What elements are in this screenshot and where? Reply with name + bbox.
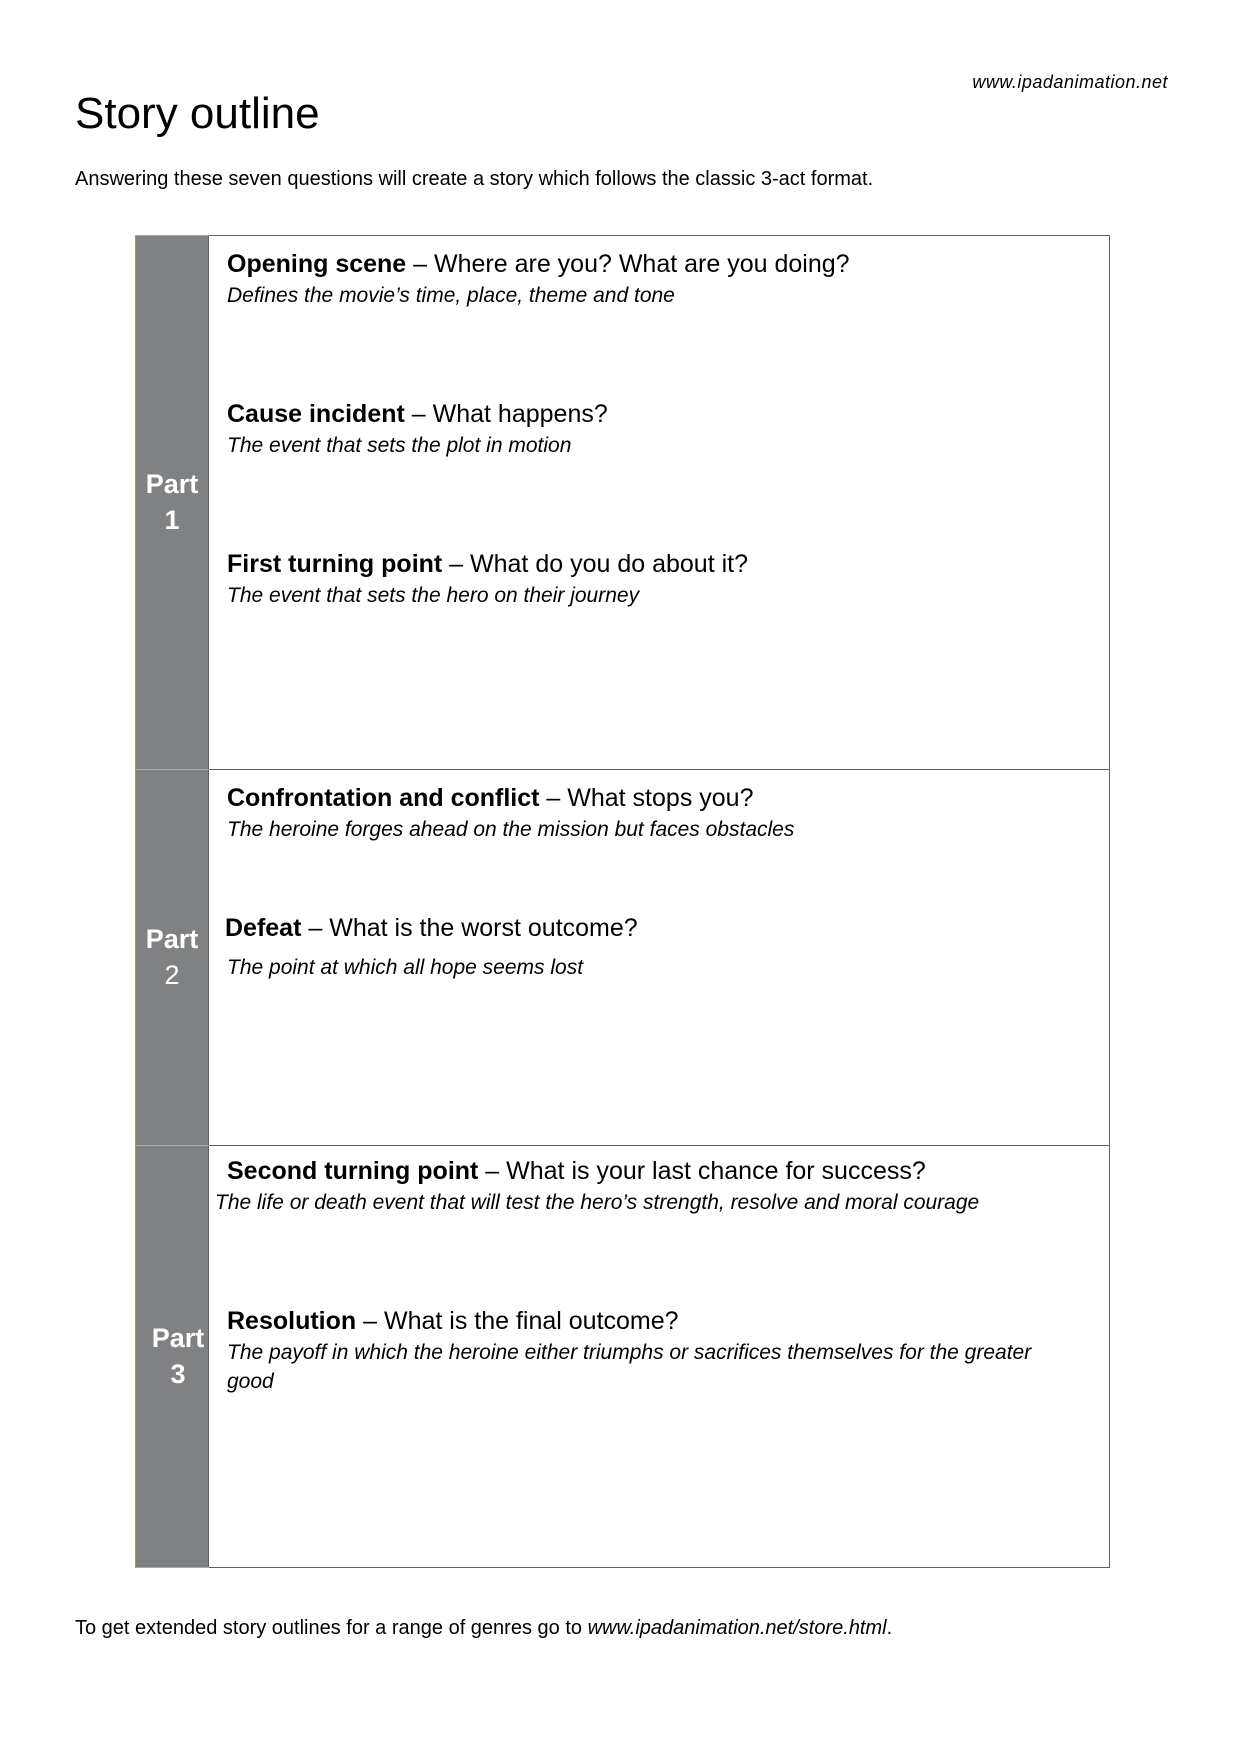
section-question-text: – What is the worst outcome? <box>301 914 638 942</box>
part-label: Part <box>151 1322 205 1353</box>
part-3-content <box>209 1146 1110 1568</box>
part-number: 2 <box>164 959 180 990</box>
section-question-text: – What is your last chance for success? <box>478 1157 926 1185</box>
part-2-content <box>209 770 1110 1146</box>
footer-text: To get extended story outlines for a range of genres go to <box>75 1617 588 1639</box>
page-title: Story outline <box>75 89 320 138</box>
section-description: The heroine forges ahead on the mission but faces obstacles <box>227 818 795 841</box>
part-number: 3 <box>170 1358 186 1389</box>
part-1-label <box>136 236 209 770</box>
intro-text: Answering these seven questions will create a story which follows the classic 3-act format. <box>75 168 874 190</box>
part-label: Part <box>145 923 199 954</box>
store-link[interactable]: www.ipadanimation.net/store.html <box>587 1617 887 1639</box>
part-1-content <box>209 236 1110 770</box>
section-question-text: – What happens? <box>404 400 608 428</box>
section-description: The life or death event that will test the hero’s strength, resolve and moral courage <box>215 1191 980 1214</box>
section-question <box>227 1306 1069 1336</box>
section-question <box>227 783 1109 813</box>
part-1-row <box>136 236 1110 770</box>
footer-note <box>75 1617 892 1640</box>
section-first-turning-point <box>209 541 1109 610</box>
section-cause-incident <box>209 389 1109 541</box>
section-question <box>225 913 1109 943</box>
part-2-label <box>136 770 209 1146</box>
section-question <box>227 249 1109 279</box>
section-description: The point at which all hope seems lost <box>227 956 584 979</box>
section-question <box>215 1156 1069 1186</box>
section-description: The event that sets the hero on their journey <box>227 584 640 607</box>
section-term: Opening scene <box>227 250 407 278</box>
section-question <box>227 549 1109 579</box>
section-confrontation-and-conflict <box>209 770 1109 903</box>
footer-end: . <box>886 1617 893 1639</box>
section-term: Resolution <box>227 1307 357 1335</box>
section-term: First turning point <box>227 550 443 578</box>
story-outline-table <box>135 235 1110 1568</box>
section-question-text: – What do you do about it? <box>442 550 748 578</box>
section-description: The event that sets the plot in motion <box>227 434 572 457</box>
section-term: Confrontation and conflict <box>227 784 540 812</box>
section-second-turning-point <box>209 1146 1109 1298</box>
section-question <box>227 399 1109 429</box>
section-term: Cause incident <box>227 400 405 428</box>
part-3-label <box>136 1146 209 1568</box>
section-term: Defeat <box>225 914 302 942</box>
section-question-text: – What is the final outcome? <box>356 1307 679 1335</box>
part-3-row <box>136 1146 1110 1568</box>
section-question-text: – Where are you? What are you doing? <box>406 250 850 278</box>
part-2-row <box>136 770 1110 1146</box>
section-opening-scene <box>209 236 1109 389</box>
section-defeat <box>209 903 1109 982</box>
section-description: Defines the movie’s time, place, theme and tone <box>227 284 675 307</box>
part-label: Part <box>145 468 199 499</box>
section-question-text: – What stops you? <box>539 784 754 812</box>
section-term: Second turning point <box>227 1157 479 1185</box>
section-description: The payoff in which the heroine either triumphs or sacrifices themselves for the greater good <box>227 1341 1032 1394</box>
part-number: 1 <box>164 504 180 535</box>
section-resolution <box>209 1298 1109 1397</box>
site-url[interactable]: www.ipadanimation.net <box>972 72 1168 92</box>
